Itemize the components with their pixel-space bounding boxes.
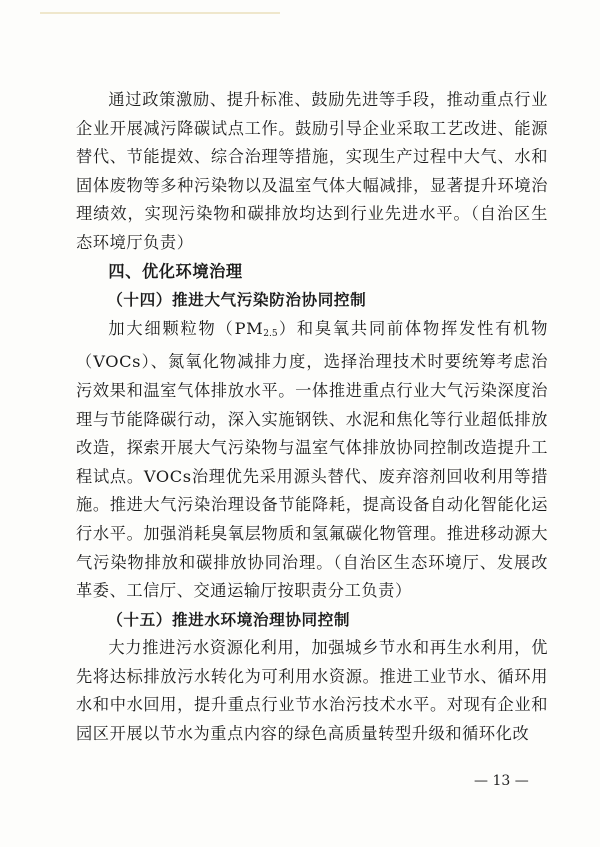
subsection-heading-15: （十五）推进水环境治理协同控制 [107,610,351,629]
air-text-rest: ）和臭氧共同前体物挥发性有机物（VOCs）、氮氧化物减排力度，选择治理技术时要统筹考虑治污效果和温室气体排放水平。一体推进重点行业大气污染深度治理与节能降碳行动，深入实施钢铁、水泥和焦化等行业超低排放改造，探索开展大气污染物与温室气体排放协同控制改造提升工程试点。VOCs治理优先采用源头替代、废弃溶剂回收利用等措施。推进大气污染治理设备节能降耗，提高设备自动化智能化运行水平。加强消耗臭氧层物质和氢氟碳化物管理。推进移动源大气污染物排放和碳排放协同治理。（自治区生态环境厅、发展改革委、工信厅、交通运输厅按职责分工负责） [76,318,548,601]
paragraph-air-pollution [76,315,548,606]
section-heading-4: 四、优化环境治理 [108,261,243,281]
pm-subscript: 2.5 [263,328,278,339]
air-text-start: 加大细颗粒物（PM [108,318,264,338]
scan-edge-mark [40,12,280,14]
page-number: — 13 — [474,773,529,789]
paragraph-water-treatment: 大力推进污水资源化利用，加强城乡节水和再生水利用，优先将达标排放污水转化为可利用水资源。推进工业节水、循环用水和中水回用，提升重点行业节水治污技术水平。对现有企业和园区开展以节水为重点内容的绿色高质量转型升级和循环化改 [76,638,548,744]
subsection-heading-14: （十四）推进大气污染防治协同控制 [107,291,367,310]
paragraph-pilot-projects: 通过政策激励、提升标准、鼓励先进等手段，推动重点行业企业开展减污降碳试点工作。鼓励引导企业采取工艺改进、能源替代、节能提效、综合治理等措施，实现生产过程中大气、水和固体废物等多种污染物以及温室气体大幅减排，显著提升环境治理绩效，实现污染物和碳排放均达到行业先进水平。（自治区生态环境厅负责） [76,90,548,252]
document-body [76,86,548,749]
